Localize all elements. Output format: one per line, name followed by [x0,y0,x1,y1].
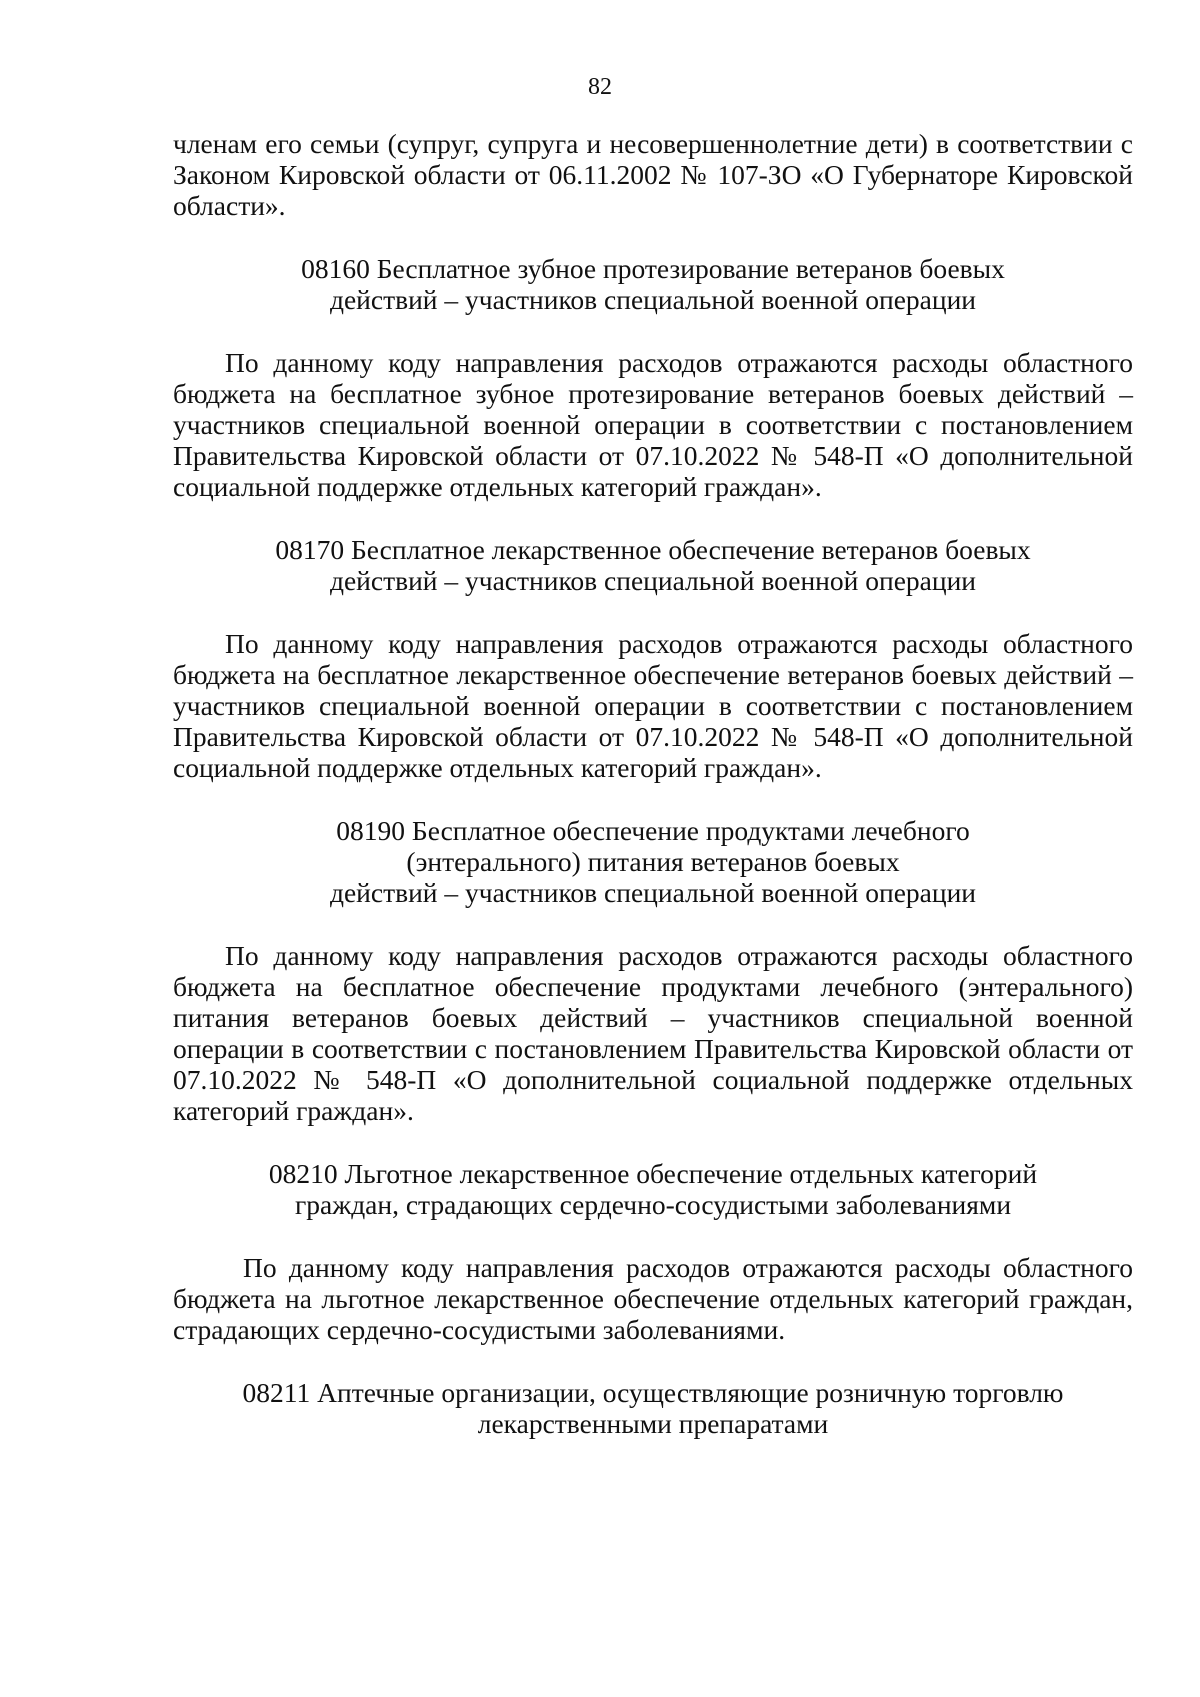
heading-line: действий – участников специальной военной операции [329,284,977,315]
section-heading-08211 [173,1377,1133,1439]
section-body-08190: По данному коду направления расходов отражаются расходы областного бюджета на бесплатное обеспечение продуктами лечебного (энтерального) питания ветеранов боевых действий – участников специальной военной операции в соответствии с постановлением Правительства Кировской области от 07.10.2022 № 548-П «О дополнительной социальной поддержке отдельных категорий граждан». [173,940,1133,1126]
heading-line: 08170 Бесплатное лекарственное обеспечение ветеранов боевых [275,534,1031,565]
section-heading-08160 [173,253,1133,315]
heading-line: граждан, страдающих сердечно-сосудистыми заболеваниями [294,1189,1012,1220]
heading-line: 08210 Льготное лекарственное обеспечение отдельных категорий [268,1158,1038,1189]
intro-paragraph: членам его семьи (супруг, супруга и несовершеннолетние дети) в соответствии с Законом Кировской области от 06.11.2002 № 107-ЗО «О Губернаторе Кировской области». [173,128,1133,221]
document-body [173,128,1133,1439]
heading-line: 08190 Бесплатное обеспечение продуктами лечебного [336,815,970,846]
heading-line: действий – участников специальной военной операции [329,877,977,908]
section-heading-08210 [173,1158,1133,1220]
heading-line: лекарственными препаратами [477,1408,829,1439]
section-body-08160: По данному коду направления расходов отражаются расходы областного бюджета на бесплатное зубное протезирование ветеранов боевых действий – участников специальной военной операции в соответствии с постановлением Правительства Кировской области от 07.10.2022 № 548-П «О дополнительной социальной поддержке отдельных категорий граждан». [173,347,1133,502]
heading-line: 08211 Аптечные организации, осуществляющие розничную торговлю [242,1377,1064,1408]
section-body-08170: По данному коду направления расходов отражаются расходы областного бюджета на бесплатное лекарственное обеспечение ветеранов боевых действий – участников специальной военной операции в соответствии с постановлением Правительства Кировской области от 07.10.2022 № 548-П «О дополнительной социальной поддержке отдельных категорий граждан». [173,628,1133,783]
section-body-08210: По данному коду направления расходов отражаются расходы областного бюджета на льготное лекарственное обеспечение отдельных категорий граждан, страдающих сердечно-сосудистыми заболеваниями. [173,1252,1133,1345]
heading-line: 08160 Бесплатное зубное протезирование ветеранов боевых [301,253,1005,284]
page-number: 82 [588,74,612,100]
heading-line: (энтерального) питания ветеранов боевых [406,846,900,877]
heading-line: действий – участников специальной военной операции [329,565,977,596]
section-heading-08190 [173,815,1133,908]
section-heading-08170 [173,534,1133,596]
